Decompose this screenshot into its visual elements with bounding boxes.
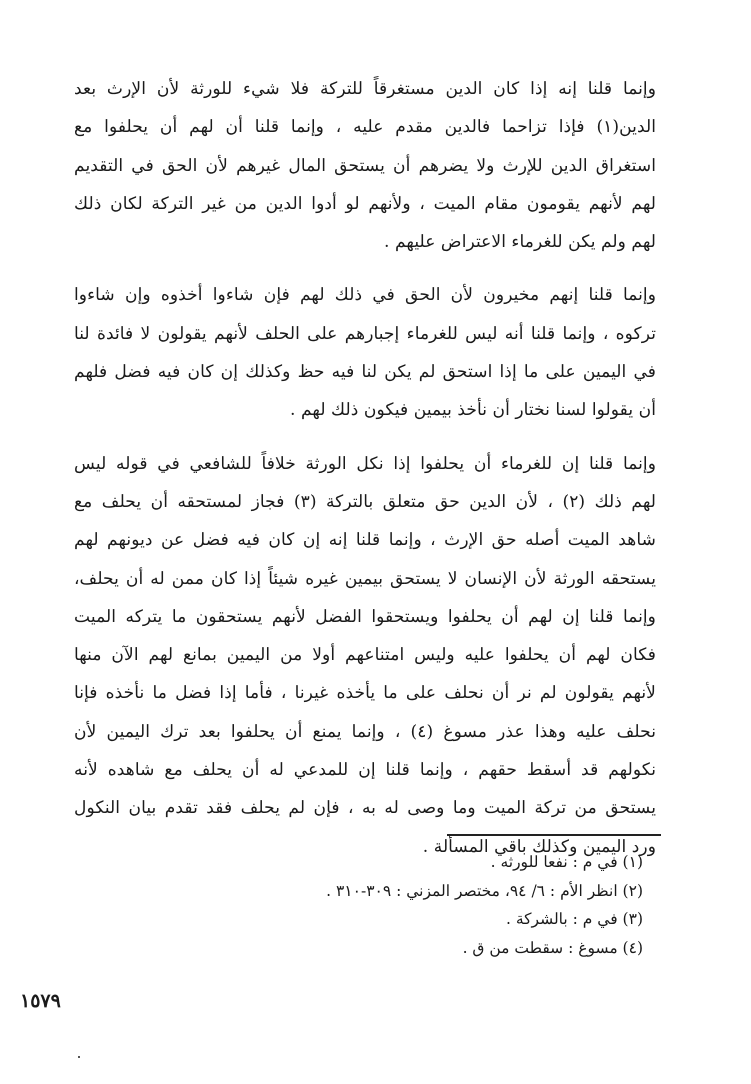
footnote-2: (٢) انظر الأم : ٦/ ٩٤، مختصر المزني : ٣٠٩-٣١٠ . [326,881,643,900]
text-line: لهم ولم يكن للغرماء الاعتراض عليهم . [384,232,656,253]
scan-speck [78,1056,80,1058]
text-line: لهم ذلك (٢) ، لأن الدين حق متعلق بالتركة (٣) فجاز لمستحقه أن يحلف مع [74,491,656,512]
text-line: نحلف عليه وهذا عذر مسوغ (٤) ، وإنما يمنع أن يحلفوا بعد ترك اليمين لأن [74,721,656,742]
text-line: ورد اليمين وكذلك باقي المسألة . [422,836,656,857]
text-line: استغراق الدين للإرث ولا يضرهم أن يستحق المال غيرهم لأن الحق في التقديم [74,155,656,176]
paragraph-3 [74,445,678,866]
text-line: لأنهم يقولون لم نر أن نحلف على ما يأخذه غيرنا ، فأما إذا فضل ما نأخذه فإنا [74,683,656,704]
text-line: شاهد الميت أصله حق الإرث ، وإنما قلنا إنه إن كان فيه فضل عن ديونهم لهم [74,530,656,551]
text-line: يستحقه الورثة لأن الإنسان لا يستحق بيمين غيره شيئاً إذا كان ممن له أن يحلف، [74,568,656,589]
footnote-separator [447,834,661,836]
text-line: وإنما قلنا إن لهم أن يحلفوا ويستحقوا الفضل لأنهم يستحقون ما يتركه الميت [74,606,656,627]
text-line: لهم لأنهم يقومون مقام الميت ، ولأنهم لو أدوا الدين من غير التركة لكان ذلك [74,193,656,214]
main-text [74,70,678,881]
text-line: فكان لهم أن يحلفوا عليه وليس امتناعهم أولا من اليمين بمانع لهم الآن منها [74,645,656,666]
paragraph-2 [74,276,678,429]
footnote-1: (١) في م : نفعا للورثه . [490,853,643,871]
page-number: ١٥٧٩ [20,990,61,1012]
text-line: يستحق من تركة الميت وما وصى له به ، فإن لم يحلف فقد تقدم بيان النكول [74,798,656,819]
text-line: وإنما قلنا إنهم مخيرون لأن الحق في ذلك لهم فإن شاءوا أخذوه وإن شاءوا [74,285,656,306]
text-line: وإنما قلنا إن للغرماء أن يحلفوا إذا نكل الورثة خلافاً للشافعي في قوله ليس [74,453,656,474]
text-line: أن يقولوا لسنا نختار أن نأخذ بيمين فيكون ذلك لهم . [290,400,656,421]
footnote-3: (٣) في م : بالشركة . [506,910,643,928]
footnotes [143,848,643,962]
footnote-4: (٤) مسوغ : سقطت من ق . [462,938,643,957]
paragraph-1 [74,70,678,261]
text-line: تركوه ، وإنما قلنا أنه ليس للغرماء إجبارهم على الحلف لأنهم يقولون لا فائدة لنا [74,323,656,344]
text-line: نكولهم قد أسقط حقهم ، وإنما قلنا إن للمدعي له أن يحلف مع شاهده لأنه [74,760,656,781]
text-line: وإنما قلنا إنه إذا كان الدين مستغرقاً للتركة فلا شيء للورثة لأن الإرث بعد [74,79,656,99]
text-line: الدين(١) فإذا تزاحما فالدين مقدم عليه ، وإنما قلنا أن لهم أن يحلفوا مع [74,117,656,138]
text-line: في اليمين على ما إذا استحق لم يكن لنا فيه حظ وكذلك إن كان فيه فضل فلهم [74,362,656,383]
